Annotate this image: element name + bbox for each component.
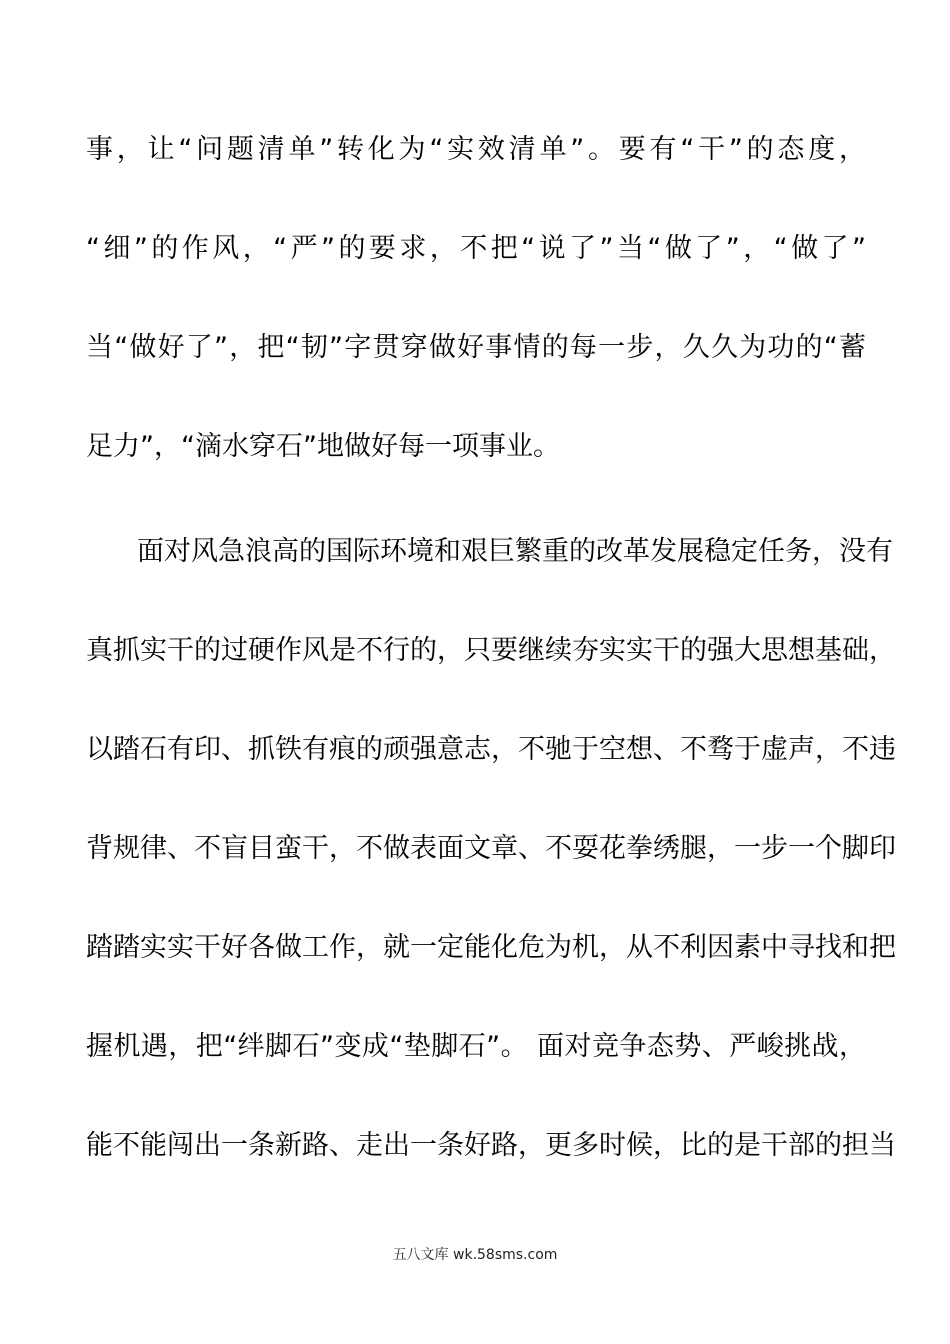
paragraph-line: 以踏石有印、抓铁有痕的顽强意志，不驰于空想、不骛于虚声，不违 bbox=[86, 734, 896, 765]
paragraph-line: 真抓实干的过硬作风是不行的，只要继续夯实实干的强大思想基础， bbox=[86, 635, 896, 666]
paragraph-line: 背规律、不盲目蛮干，不做表面文章、不耍花拳绣腿，一步一个脚印 bbox=[86, 833, 896, 864]
paragraph-line: 足力”，“滴水穿石”地做好每一项事业。 bbox=[86, 431, 560, 462]
paragraph-first-line: 面对风急浪高的国际环境和艰巨繁重的改革发展稳定任务，没有 bbox=[137, 536, 893, 567]
paragraph-line: 当“做好了”，把“韧”字贯穿做好事情的每一步，久久为功的“蓄 bbox=[86, 332, 866, 363]
paragraph-line: “细”的作风，“严”的要求，不把“说了”当“做了”，“做了” bbox=[86, 233, 866, 264]
page-footer: 五八文库 wk.58sms.com bbox=[392, 1247, 558, 1263]
paragraph-line: 能不能闯出一条新路、走出一条好路，更多时候，比的是干部的担当 bbox=[86, 1130, 896, 1161]
paragraph-line: 握机遇，把“绊脚石”变成“垫脚石”。 面对竞争态势、严峻挑战， bbox=[86, 1031, 866, 1062]
paragraph-line: 踏踏实实干好各做工作，就一定能化危为机，从不利因素中寻找和把 bbox=[86, 932, 896, 963]
paragraph-line: 事，让“问题清单”转化为“实效清单”。要有“干”的态度， bbox=[86, 134, 866, 165]
